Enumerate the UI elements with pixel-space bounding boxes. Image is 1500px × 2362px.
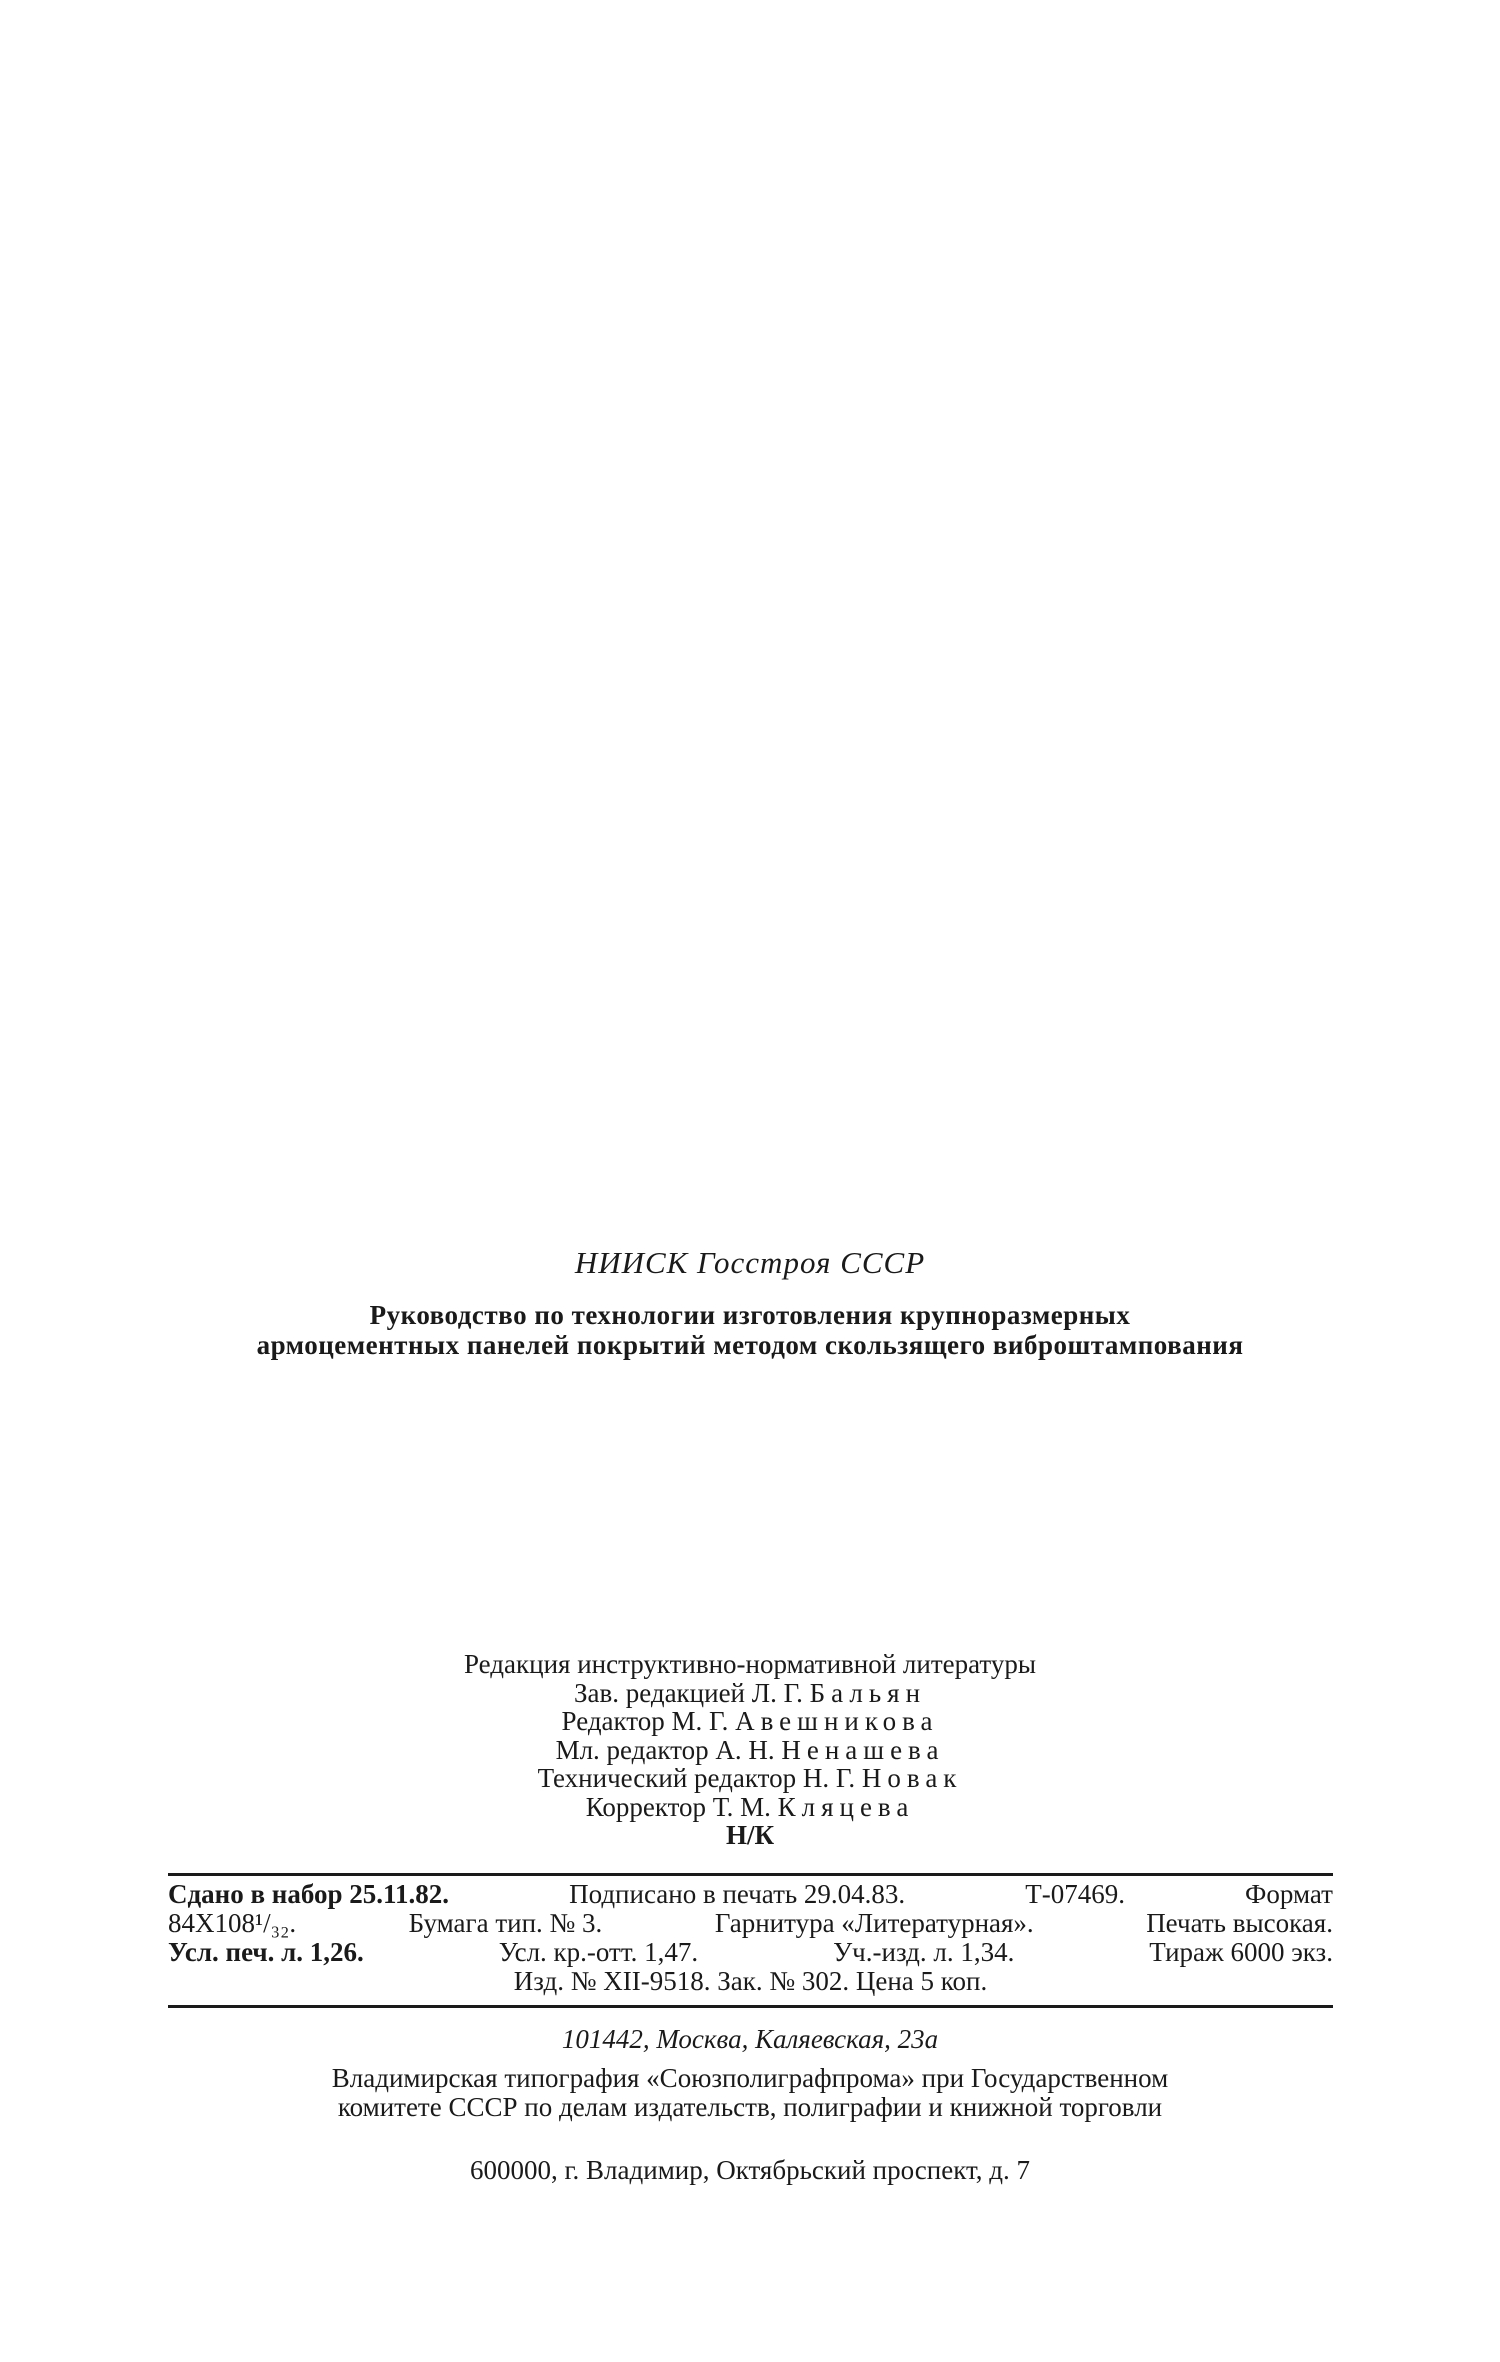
typeface: Гарнитура «Литературная». <box>714 1908 1034 1938</box>
signed-date: Подписано в печать 29.04.83. <box>569 1879 906 1909</box>
color-impressions: Усл. кр.-отт. 1,47. <box>498 1937 699 1967</box>
registration-number: Т-07469. <box>1025 1879 1125 1909</box>
junior-editor-name: Ненашева <box>781 1734 945 1765</box>
imprint-block <box>168 1880 1333 1996</box>
format-label: Формат <box>1245 1879 1333 1909</box>
editorial-office: Редакция инструктивно-нормативной литературы <box>464 1649 1036 1679</box>
tech-editor-label: Технический редактор Н. Г. <box>537 1763 856 1793</box>
head-label: Зав. редакцией Л. Г. <box>573 1677 803 1708</box>
imprint-top-rule <box>168 1873 1333 1876</box>
title-line-1: Руководство по технологии изготовления крупноразмерных <box>369 1300 1131 1330</box>
order-and-price: Изд. № XII-9518. Зак. № 302. Цена 5 коп. <box>513 1966 988 1996</box>
printer-line-2: комитете СССР по делам издательств, полиграфии и книжной торговли <box>337 2092 1163 2122</box>
tech-editor-name: Новак <box>861 1763 963 1793</box>
proofreader-name: Кляцева <box>777 1791 915 1822</box>
print-run: Тираж 6000 экз. <box>1149 1937 1333 1967</box>
publisher-address: 101442, Москва, Каляевская, 23а <box>561 2024 939 2054</box>
imprint-bottom-rule <box>168 2005 1333 2008</box>
printer-info <box>0 2025 1500 2122</box>
title-line-2: армоцементных панелей покрытий методом скользящего виброштампования <box>256 1330 1244 1360</box>
format-value: 84Х108¹/₃₂. <box>168 1908 297 1938</box>
editor <box>0 1707 1500 1736</box>
imprint-row-4 <box>168 1967 1333 1996</box>
head-name: Бальян <box>809 1677 927 1708</box>
junior-editor <box>0 1736 1500 1765</box>
proofreader <box>0 1793 1500 1822</box>
head-of-office <box>0 1679 1500 1708</box>
publisher-sheets: Уч.-изд. л. 1,34. <box>833 1937 1015 1967</box>
document-title <box>0 1300 1500 1360</box>
typeset-date: Сдано в набор 25.11.82. <box>168 1879 450 1909</box>
print-method: Печать высокая. <box>1146 1908 1333 1938</box>
imprint-row-3 <box>168 1938 1333 1967</box>
printer-line-1: Владимирская типография «Союзполиграфпрома» при Государственном <box>331 2063 1169 2093</box>
printed-sheets: Усл. печ. л. 1,26. <box>168 1937 364 1967</box>
imprint-row-2 <box>168 1909 1333 1938</box>
paper-type: Бумага тип. № 3. <box>408 1908 603 1938</box>
organization-name: НИИСК Госстроя СССР <box>574 1245 926 1280</box>
editor-name: Авешникова <box>735 1706 939 1736</box>
proofreader-label: Корректор Т. М. <box>585 1791 771 1822</box>
technical-editor <box>0 1764 1500 1793</box>
editorial-staff <box>0 1650 1500 1850</box>
printer-address: 600000, г. Владимир, Октябрьский проспект, д. 7 <box>470 2155 1030 2185</box>
publication-mark: Н/К <box>725 1820 775 1850</box>
imprint-row-1 <box>168 1880 1333 1909</box>
editor-label: Редактор М. Г. <box>561 1706 729 1736</box>
junior-editor-label: Мл. редактор А. Н. <box>555 1734 775 1765</box>
